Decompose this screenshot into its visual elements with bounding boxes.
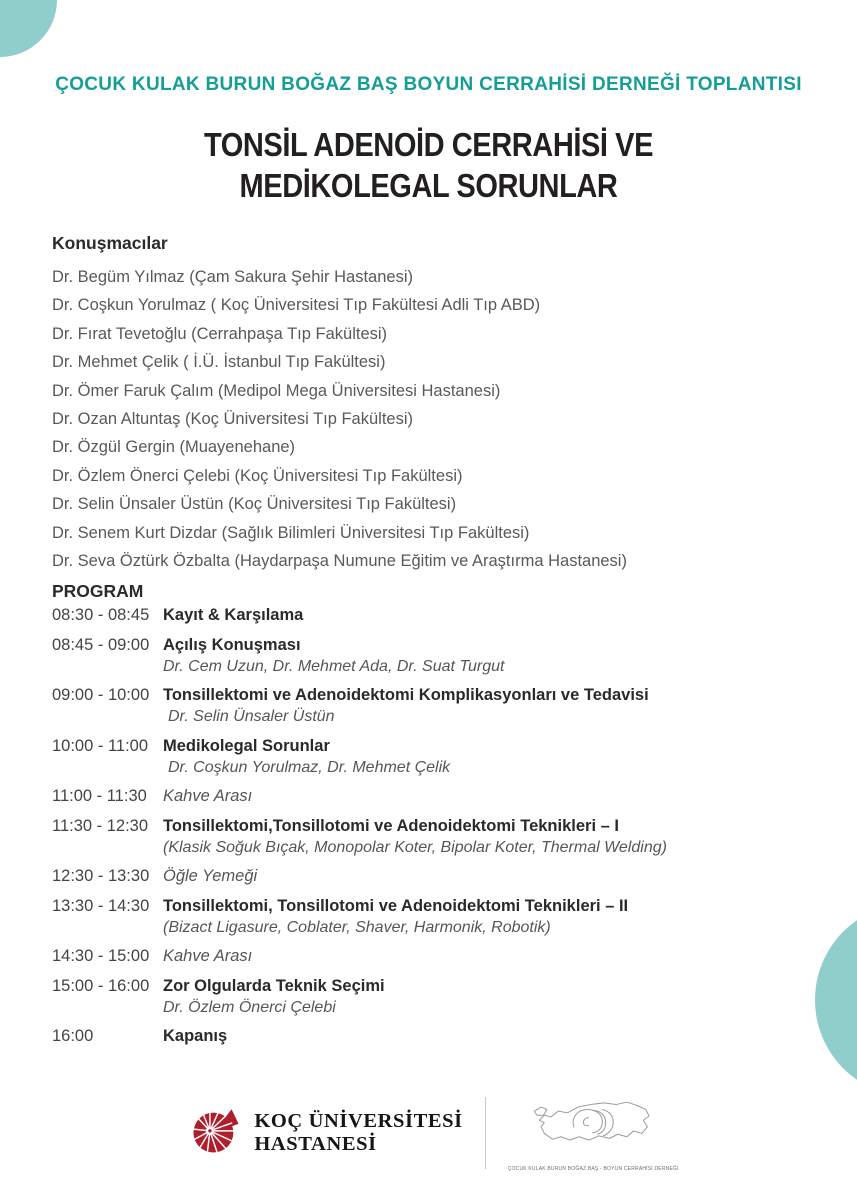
speaker-item: Dr. Fırat Tevetoğlu (Cerrahpaşa Tıp Fakültesi): [52, 324, 388, 343]
program-row: [52, 816, 831, 858]
program-heading: PROGRAM: [52, 581, 144, 601]
hospital-name-line1: KOÇ ÜNİVERSİTESİ: [254, 1109, 463, 1132]
program-title: Öğle Yemeği: [163, 867, 258, 885]
program-note: Dr. Özlem Önerci Çelebi: [163, 998, 336, 1016]
program-note: Dr. Cem Uzun, Dr. Mehmet Ada, Dr. Suat Turgut: [163, 657, 505, 675]
program-time: 13:30 - 14:30: [52, 896, 150, 915]
program-row: [52, 896, 831, 938]
footer-logos: [12, 1093, 857, 1172]
hospital-name-line2: HASTANESİ: [254, 1132, 377, 1155]
program-title: Zor Olgularda Teknik Seçimi: [163, 976, 385, 995]
program-row: [52, 605, 831, 626]
program-row: [52, 1026, 831, 1047]
program-time: 10:00 - 11:00: [52, 736, 149, 755]
program-row: [52, 635, 831, 677]
speaker-item: Dr. Ömer Faruk Çalım (Medipol Mega Üniversitesi Hastanesi): [52, 381, 501, 400]
program-time: 16:00: [52, 1027, 94, 1045]
program-title: Kayıt & Karşılama: [163, 606, 304, 624]
program-time: 11:30 - 12:30: [52, 816, 149, 835]
program-time: 11:00 - 11:30: [52, 787, 147, 805]
footer-divider: [485, 1097, 486, 1169]
program-title: Kahve Arası: [163, 947, 253, 965]
program-time: 08:30 - 08:45: [52, 606, 150, 624]
nautilus-spiral-icon: [190, 1106, 242, 1159]
program-title: Kapanış: [163, 1027, 228, 1045]
program-title: Kahve Arası: [163, 787, 253, 805]
page-title-line2: MEDİKOLEGAL SORUNLAR: [239, 167, 618, 204]
association-meeting-line: ÇOCUK KULAK BURUN BOĞAZ BAŞ BOYUN CERRAHİSİ DERNEĞİ TOPLANTISI: [55, 74, 802, 95]
program-note: Dr. Selin Ünsaler Üstün: [168, 708, 335, 725]
speaker-item: Dr. Begüm Yılmaz (Çam Sakura Şehir Hastanesi): [52, 268, 413, 286]
association-logo: [508, 1093, 679, 1172]
program-note: (Bizact Ligasure, Coblater, Shaver, Harmonik, Robotik): [163, 918, 551, 936]
teal-corner-decoration: [0, 0, 57, 57]
hospital-name: [254, 1110, 462, 1156]
program-row: [52, 866, 831, 887]
program-row: [52, 946, 831, 967]
program-note: Dr. Coşkun Yorulmaz, Dr. Mehmet Çelik: [168, 758, 451, 776]
speaker-item: Dr. Ozan Altuntaş (Koç Üniversitesi Tıp Fakültesi): [52, 410, 413, 429]
program-title: Tonsillektomi ve Adenoidektomi Komplikasyonları ve Tedavisi: [163, 686, 649, 704]
speaker-item: Dr. Özlem Önerci Çelebi (Koç Üniversitesi Tıp Fakültesi): [52, 466, 463, 485]
program-row: [52, 685, 831, 727]
association-caption: ÇOCUK KULAK BURUN BOĞAZ BAŞ - BOYUN CERRAHİSİ DERNEĞİ: [507, 1166, 679, 1172]
program-row: [52, 976, 831, 1018]
speakers-section: [52, 233, 821, 575]
speaker-item: Dr. Selin Ünsaler Üstün (Koç Üniversitesi Tıp Fakültesi): [52, 495, 457, 514]
speaker-item: Dr. Coşkun Yorulmaz ( Koç Üniversitesi Tıp Fakültesi Adli Tıp ABD): [52, 296, 541, 315]
program-title: Açılış Konuşması: [163, 635, 301, 654]
program-time: 09:00 - 10:00: [52, 686, 150, 704]
page-title: [51, 124, 805, 206]
turkey-map-ear-icon: [520, 1093, 666, 1164]
program-section: [52, 581, 831, 1056]
program-note: (Klasik Soğuk Bıçak, Monopolar Koter, Bipolar Koter, Thermal Welding): [163, 838, 667, 856]
program-title: Tonsillektomi,Tonsillotomi ve Adenoidektomi Teknikleri – I: [163, 816, 619, 835]
page-title-line1: TONSİL ADENOİD CERRAHİSİ VE: [203, 126, 654, 163]
speaker-item: Dr. Senem Kurt Dizdar (Sağlık Bilimleri Üniversitesi Tıp Fakültesi): [52, 523, 530, 542]
program-time: 15:00 - 16:00: [52, 976, 150, 995]
program-title: Medikolegal Sorunlar: [163, 736, 330, 755]
speakers-heading: Konuşmacılar: [52, 233, 168, 253]
speaker-item: Dr. Özgül Gergin (Muayenehane): [52, 438, 296, 457]
program-time: 12:30 - 13:30: [52, 867, 150, 885]
koc-university-hospital-logo: [190, 1106, 462, 1159]
speaker-item: Dr. Mehmet Çelik ( İ.Ü. İstanbul Tıp Fakültesi): [52, 353, 386, 372]
program-row: [52, 786, 831, 807]
program-time: 08:45 - 09:00: [52, 635, 150, 654]
program-title: Tonsillektomi, Tonsillotomi ve Adenoidektomi Teknikleri – II: [163, 896, 629, 915]
speaker-item: Dr. Seva Öztürk Özbalta (Haydarpaşa Numune Eğitim ve Araştırma Hastanesi): [52, 552, 627, 571]
program-time: 14:30 - 15:00: [52, 947, 150, 965]
program-row: [52, 736, 831, 778]
